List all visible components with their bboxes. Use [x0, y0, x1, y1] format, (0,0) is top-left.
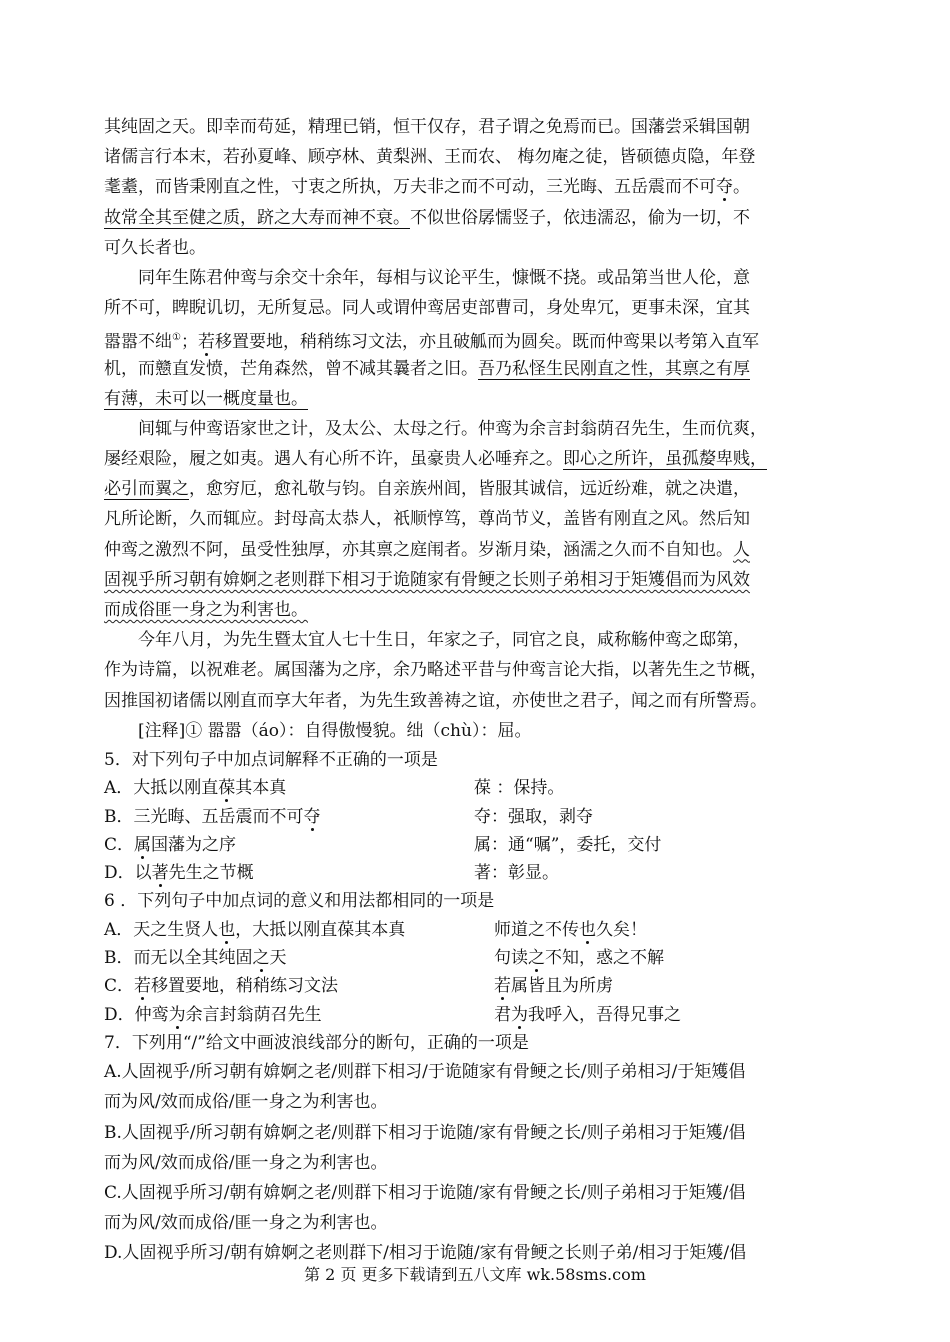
question-stem: 5．对下列句子中加点词解释不正确的一项是	[104, 749, 438, 770]
passage-line: 其纯固之天。即幸而苟延，精理已销，恒干仅存，君子谓之免焉而已。国藩尝采辑国朝	[104, 117, 750, 137]
option-line: B.人固视乎/所习朝有媕婀之老/则群下相习于诡随/家有骨鲠之长/则子弟相习于矩矱/倡	[104, 1122, 746, 1143]
option-row: C．若移置要地，稍稍练习文法 若属皆且为所虏	[104, 976, 613, 997]
passage-line: 仲鸾之激烈不阿，虽受性独厚，亦其禀之庭闱者。岁渐月染，涵濡之久而不自知也。人	[104, 539, 750, 560]
passage-line: 今年八月，为先生暨太宜人七十生日，年家之子，同官之良，咸称觞仲鸾之邸第，	[138, 630, 750, 651]
option-line: 而为风/效而成俗/匪一身之为利害也。	[104, 1152, 388, 1173]
passage-line: 诸儒言行本末，若孙夏峰、顾亭林、黄梨洲、王而农、 梅勿庵之徒，皆硕德贞隐，年登	[104, 147, 756, 168]
underlined-sentence: 有薄，未可以一概度量也。	[104, 388, 308, 409]
emphasis-dot-char: 也	[579, 919, 596, 940]
passage-line	[104, 595, 850, 625]
passage-line: 耄耋，而皆秉刚直之性，寸衷之所执，万夫非之而不可动，三光晦、五岳震而不可夺。	[104, 177, 750, 198]
option-line: 而为风/效而成俗/匪一身之为利害也。	[104, 1092, 388, 1113]
option-row: B．而无以全其纯固之天 句读之不知，惑之不解	[104, 948, 664, 969]
option-row: B．三光晦、五岳震而不可夺 夺：强取，剥夺	[104, 806, 593, 827]
passage-line	[104, 565, 850, 595]
wavy-underlined-text: 而成俗匪一身之为利害也。	[104, 600, 308, 620]
emphasis-dot-char: 也	[218, 919, 236, 940]
emphasis-dot-char: 若	[197, 332, 215, 353]
option-line: C.人固视乎所习/朝有媕婀之老/则群下相习于诡随/家有骨鲠之长/则子弟相习于矩矱/倡	[104, 1182, 746, 1203]
underlined-sentence: 必引而翼之	[104, 479, 189, 500]
footnote: [注释]① 嚣嚣（áo）：自得傲慢貌。绌（chù）：屈。	[138, 720, 532, 741]
emphasis-dot-char: 葆	[218, 778, 236, 799]
emphasis-dot-char: 为	[511, 1004, 528, 1025]
question-stem: 6 ．下列句子中加点词的意义和用法都相同的一项是	[104, 891, 495, 912]
passage-line: 嚣嚣不绌①；若移置要地，稍稍练习文法，亦且破觚而为圆矣。既而仲鸾果以考第入直军	[104, 332, 759, 353]
emphasis-dot-char: 之	[528, 948, 545, 969]
wavy-underlined-text: 固视乎所习朝有媕婀之老则群下相习于诡随家有骨鲠之长则子弟相习于矩矱倡而为风效	[104, 569, 750, 590]
page-footer: 第 2 页 更多下载请到五八文库 wk.58sms.com	[304, 1265, 646, 1284]
footnote-marker: ①	[172, 332, 181, 344]
underlined-sentence: 故常全其至健之质，跻之大寿而神不衰。	[104, 207, 410, 228]
emphasis-dot-char: 著	[151, 863, 169, 884]
passage-line: 屡经艰险，履之如夷。遇人有心所不许，虽豪贵人必唾弃之。即心之所许，虽孤嫠卑贱，	[104, 449, 767, 470]
emphasis-dot-char: 属	[134, 834, 152, 855]
option-line: D.人固视乎所习/朝有媕婀之老则群下/相习于诡随/家有骨鲠之长则子弟/相习于矩矱/倡	[104, 1243, 747, 1264]
option-row: C．属国藩为之序 属：通“嘱”，委托，交付	[104, 834, 662, 855]
passage-line: 机，而戆直发愤，芒角森然，曾不减其曩者之旧。吾乃私怪生民刚直之性，其禀之有厚	[104, 358, 750, 379]
emphasis-dot-char: 之	[252, 948, 270, 969]
option-row: A．大抵以刚直葆其本真 葆 ：保持。	[104, 778, 565, 799]
passage-line: 作为诗篇，以祝难老。属国藩为之序，余乃略述平昔与仲鸾言论大指，以著先生之节概，	[104, 660, 767, 681]
option-row: A．天之生贤人也，大抵以刚直葆其本真 师道之不传也久矣！	[104, 919, 647, 940]
underlined-sentence: 即心之所许，虽孤嫠卑贱，	[563, 449, 767, 470]
emphasis-dot-char: 夺	[303, 806, 321, 827]
passage-line	[104, 384, 850, 414]
passage-line: 所不可，睥睨讥切，无所复忌。同人或谓仲鸾居吏部曹司，身处卑冗，更事未深，宜其	[104, 298, 750, 319]
underlined-sentence: 吾乃私怪生民刚直之性，其禀之有厚	[478, 358, 750, 379]
emphasis-dot-char: 若	[134, 976, 152, 997]
passage-line: 必引而翼之，愈穷厄，愈礼敬与钧。自亲族州闾，皆服其诚信，远近纷难，就之决遣，	[104, 479, 750, 500]
option-row: D．以著先生之节概 著：彰显。	[104, 863, 559, 884]
question-stem: 7．下列用“/”给文中画波浪线部分的断句，正确的一项是	[104, 1032, 529, 1053]
emphasis-dot-char: 为	[168, 1004, 186, 1025]
emphasis-dot-char: 若	[494, 976, 511, 997]
passage-line: 间辄与仲鸾语家世之计，及太公、太母之行。仲鸾为余言封翁荫召先生，生而伉爽，	[138, 418, 767, 439]
option-line: A.人固视乎/所习朝有媕婀之老/则群下相习/于诡随家有骨鲠之长/则子弟相习/于矩矱倡	[104, 1062, 746, 1083]
passage-line: 故常全其至健之质，跻之大寿而神不衰。不似世俗孱懦竖子，依违濡忍，偷为一切，不	[104, 207, 750, 228]
emphasis-dot-char: 夺	[716, 177, 733, 198]
passage-line: 同年生陈君仲鸾与余交十余年，每相与议论平生，慷慨不挠。或品第当世人伦，意	[138, 267, 750, 288]
document-body	[104, 112, 850, 1269]
passage-line: 因推国初诸儒以刚直而享大年者，为先生致善祷之谊，亦使世之君子，闻之而有所警焉。	[104, 690, 767, 711]
passage-line: 可久长者也。	[104, 237, 206, 258]
passage-line: 凡所论断，久而辄应。封母高太恭人，祇顺惇笃，尊尚节义，盖皆有刚直之风。然后知	[104, 509, 750, 530]
wavy-underlined-text: 人	[733, 539, 750, 560]
option-row: D．仲鸾为余言封翁荫召先生 君为我呼入，吾得兄事之	[104, 1004, 681, 1025]
option-line: 而为风/效而成俗/匪一身之为利害也。	[104, 1213, 388, 1234]
